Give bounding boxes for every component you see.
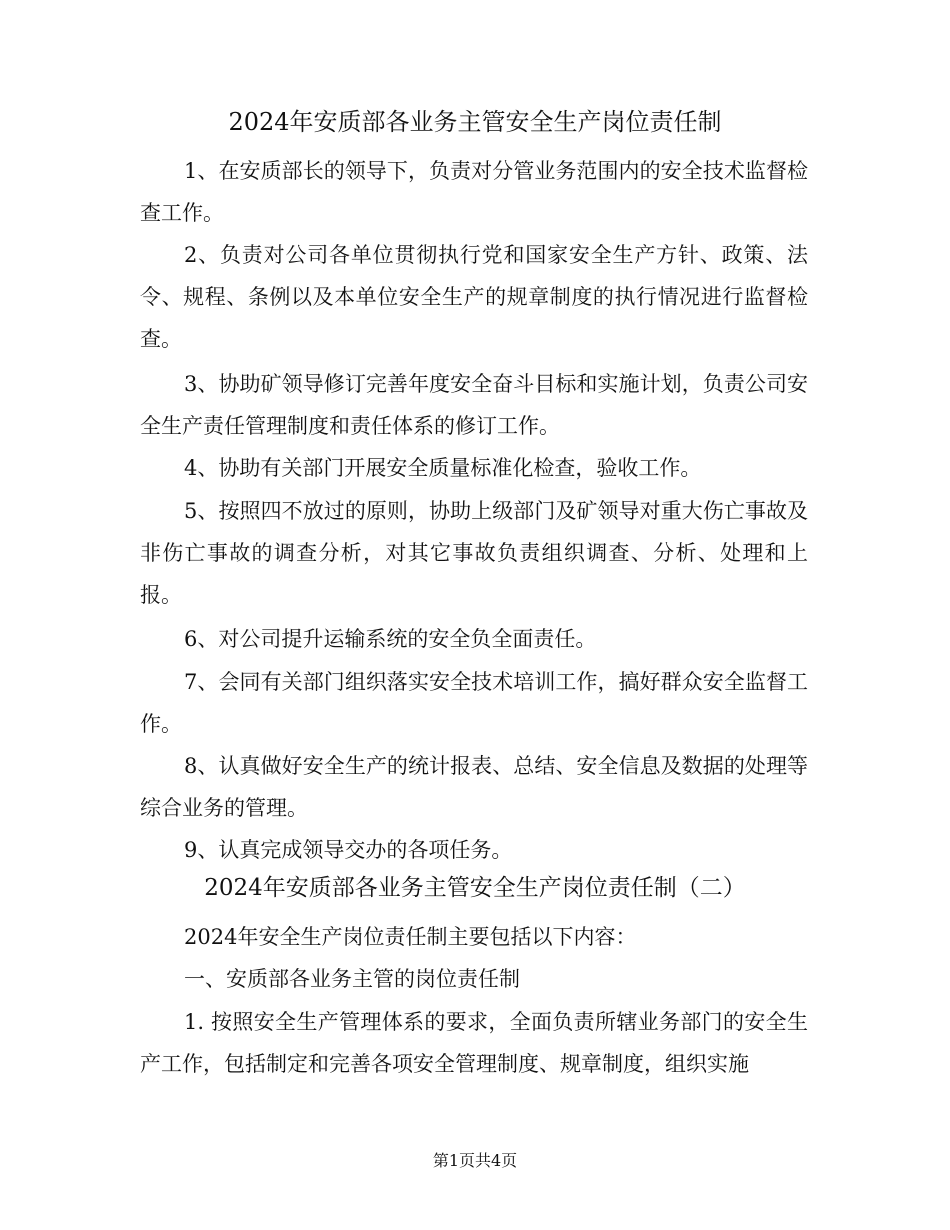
responsibility-item-2: 2、负责对公司各单位贯彻执行党和国家安全生产方针、政策、法令、规程、条例以及本单位安全生产的规章制度的执行情况进行监督检查。 <box>140 243 808 351</box>
section-2-intro: 2024年安全生产岗位责任制主要包括以下内容： <box>184 925 637 949</box>
page-indicator: 第1页共4页 <box>432 1151 518 1170</box>
responsibility-item-8: 8、认真做好安全生产的统计报表、总结、安全信息及数据的处理等综合业务的管理。 <box>140 754 808 820</box>
responsibility-item-9: 9、认真完成领导交办的各项任务。 <box>184 838 513 862</box>
responsibility-item-7: 7、会同有关部门组织落实安全技术培训工作，搞好群众安全监督工作。 <box>140 670 808 736</box>
section-2-heading: 一、安质部各业务主管的岗位责任制 <box>184 967 520 991</box>
document-title: 2024年安质部各业务主管安全生产岗位责任制 <box>228 108 722 136</box>
section-2-title: 2024年安质部各业务主管安全生产岗位责任制（二） <box>204 875 746 901</box>
responsibility-item-6: 6、对公司提升运输系统的安全负全面责任。 <box>184 627 597 651</box>
section-2-item-1: 1. 按照安全生产管理体系的要求，全面负责所辖业务部门的安全生产工作，包括制定和完善各项安全管理制度、规章制度，组织实施 <box>140 1010 808 1076</box>
responsibility-item-5: 5、按照四不放过的原则，协助上级部门及矿领导对重大伤亡事故及非伤亡事故的调查分析，对其它事故负责组织调查、分析、处理和上报。 <box>140 499 808 607</box>
responsibility-item-3: 3、协助矿领导修订完善年度安全奋斗目标和实施计划，负责公司安全生产责任管理制度和责任体系的修订工作。 <box>140 372 808 438</box>
responsibility-item-4: 4、协助有关部门开展安全质量标准化检查，验收工作。 <box>184 456 702 480</box>
responsibility-item-1: 1、在安质部长的领导下，负责对分管业务范围内的安全技术监督检查工作。 <box>140 159 808 225</box>
